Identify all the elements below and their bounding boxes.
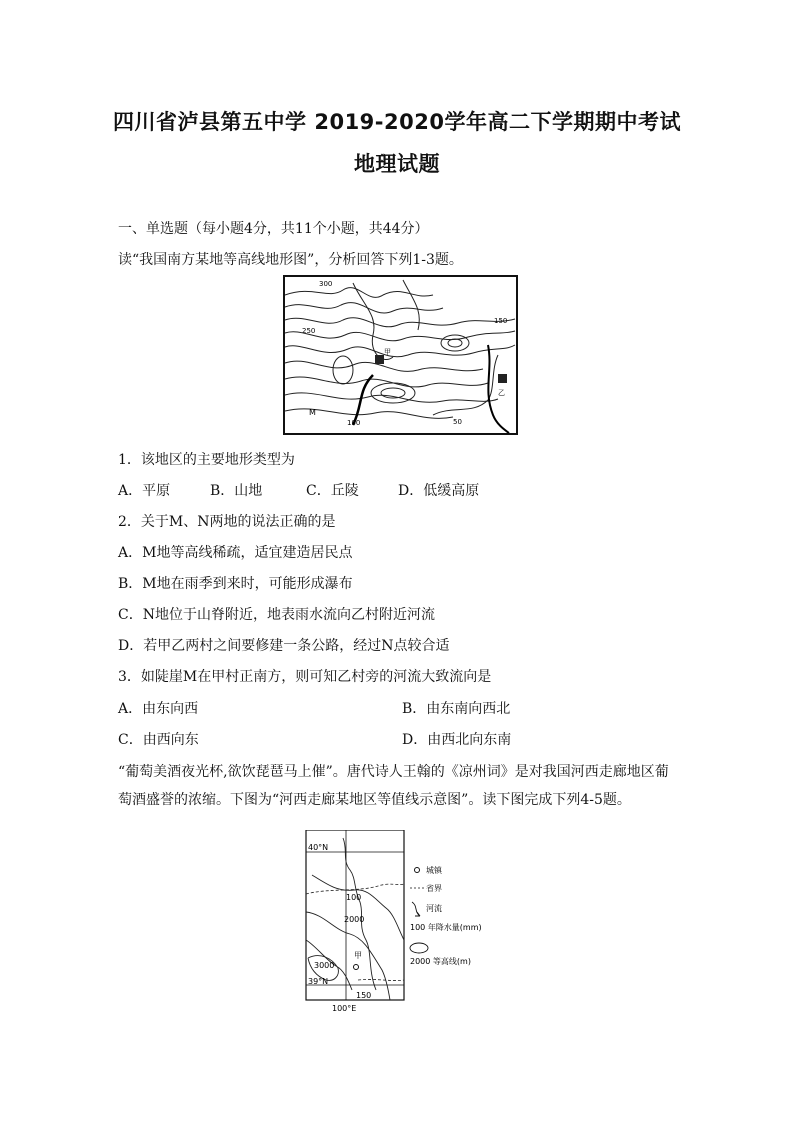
exam-subtitle: 地理试题 (354, 152, 440, 176)
contour-map-south-china (283, 275, 518, 435)
map1-label-150: 150 (494, 317, 508, 325)
legend-town: 城镇 (426, 866, 442, 875)
q3-option-c[interactable]: C．由西向东 (118, 732, 199, 748)
map2-label-100: 100 (346, 893, 362, 902)
question-1-stem: 1．该地区的主要地形类型为 (118, 452, 295, 468)
q1-option-d[interactable]: D．低缓高原 (398, 483, 480, 499)
q2-option-c[interactable]: C．N地位于山脊附近，地表雨水流向乙村附近河流 (118, 607, 435, 623)
q1-option-a[interactable]: A．平原 (118, 483, 171, 499)
q2-option-b[interactable]: B．M地在雨季到来时，可能形成瀑布 (118, 576, 353, 592)
q3-option-d[interactable]: D．由西北向东南 (402, 732, 512, 748)
map2-lon-100e: 100°E (332, 1004, 357, 1013)
legend-river: 河流 (426, 904, 442, 913)
legend-contour: 2000 等高线(m) (410, 957, 471, 966)
question-2-stem: 2．关于M、N两地的说法正确的是 (118, 514, 336, 530)
question-3-stem: 3．如陡崖M在甲村正南方，则可知乙村旁的河流大致流向是 (118, 669, 492, 685)
map2-town-jia: 甲 (354, 951, 362, 960)
map1-label-100: 100 (347, 419, 361, 427)
q2-option-d[interactable]: D．若甲乙两村之间要修建一条公路，经过N点较合适 (118, 638, 450, 654)
q2-option-a[interactable]: A．M地等高线稀疏，适宜建造居民点 (118, 545, 353, 561)
exam-title: 四川省泸县第五中学 2019-2020学年高二下学期期中考试 (113, 110, 681, 134)
legend-river-icon (412, 902, 420, 916)
legend-precipitation: 100 年降水量(mm) (410, 923, 482, 932)
q3-option-a[interactable]: A．由东向西 (118, 701, 199, 717)
map2-lat-39n: 39°N (308, 977, 329, 986)
section-heading: 一、单选题（每小题4分，共11个小题，共44分） (118, 221, 429, 237)
legend-town-icon (415, 868, 420, 873)
map2-label-2000: 2000 (344, 915, 365, 924)
map2-label-150: 150 (356, 991, 372, 1000)
q3-option-b[interactable]: B．由东南向西北 (402, 701, 511, 717)
map1-village-jia: 甲 (384, 348, 391, 356)
map1-label-m: M (309, 408, 316, 417)
map1-village-yi: 乙 (498, 389, 505, 397)
map1-label-250: 250 (302, 327, 316, 335)
map1-label-300: 300 (319, 280, 333, 288)
map2-lat-40n: 40°N (308, 843, 329, 852)
hexi-corridor-isoline-map (298, 830, 508, 1015)
section-intro: 读“我国南方某地等高线地形图”，分析回答下列1-3题。 (118, 252, 463, 268)
q1-option-c[interactable]: C．丘陵 (306, 483, 359, 499)
passage-text: “葡萄美酒夜光杯,欲饮琵琶马上催”。唐代诗人王翰的《凉州词》是对我国河西走廊地区葡萄酒盛誉的浓缩。下图为“河西走廊某地区等值线示意图”。读下图完成下列4-5题。 (118, 764, 669, 808)
map2-label-3000: 3000 (314, 961, 335, 970)
q1-option-b[interactable]: B．山地 (210, 483, 263, 499)
legend-border: 省界 (426, 884, 442, 893)
map1-label-50: 50 (453, 418, 462, 426)
legend-contour-icon (410, 943, 428, 953)
